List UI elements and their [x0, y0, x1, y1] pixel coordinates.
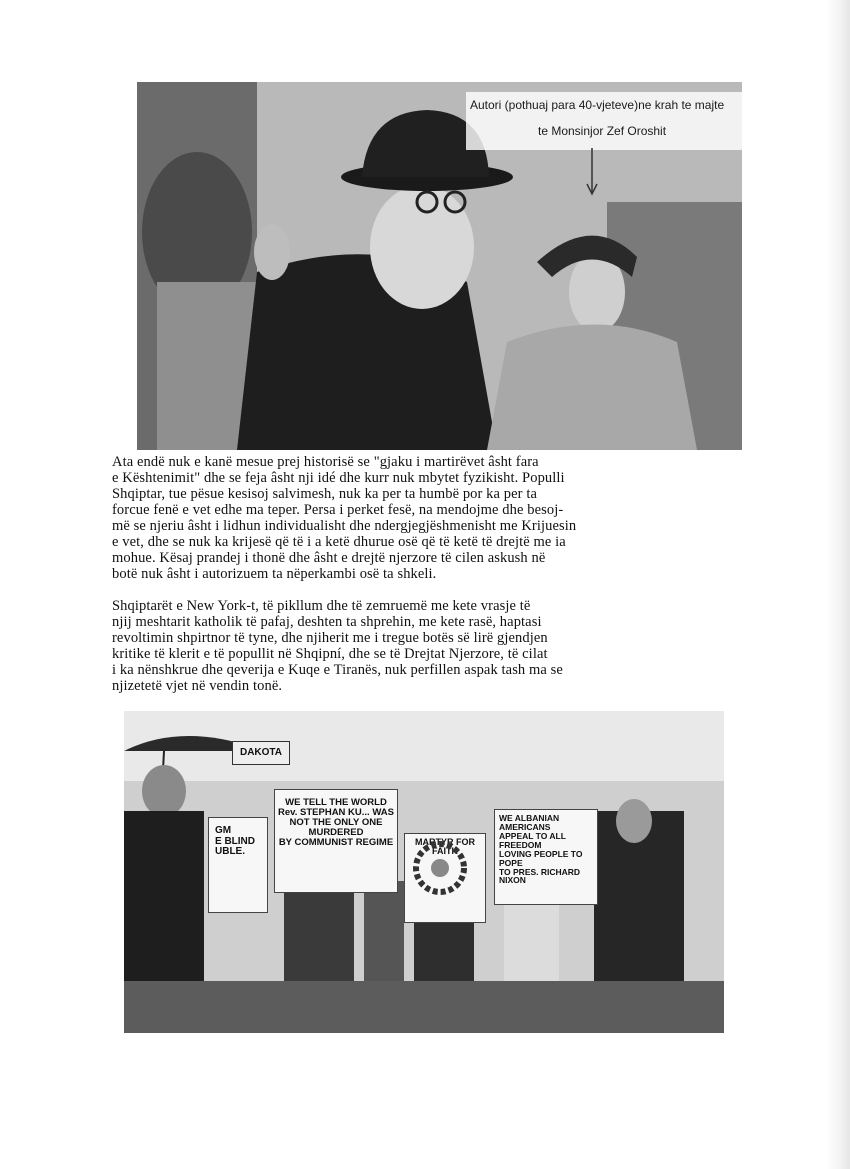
- text-line: e Kështenimit" dhe se feja âsht nji idé dhe kurr nuk mbytet fyzikisht. Populli: [112, 470, 565, 486]
- text-line: botë nuk âsht i autorizuem ta nëperkambi osë ta shkeli.: [112, 566, 437, 582]
- protest-sign-4: [494, 809, 598, 905]
- text-line: njizetetë vjet në vendin tonë.: [112, 678, 283, 694]
- sign-line: Rev. STEPHAN KU... WAS: [278, 806, 394, 818]
- protest-sign-2: [274, 789, 398, 893]
- sign-line: LOVING PEOPLE TO POPE: [499, 848, 583, 868]
- text-line: Shqiptar, tue pësue kesisoj salvimesh, nuk ka per ta humbë por ka per ta: [112, 486, 538, 502]
- sign-line: NOT THE ONLY ONE MURDERED: [289, 816, 383, 838]
- text-line: Shqiptarët e New York-t, të pikllum dhe të zemruemë me kete vrasje të: [112, 598, 531, 614]
- sign-line: UBLE.: [215, 846, 245, 857]
- wreath-icon: [405, 834, 475, 900]
- text-line: kritike të klerit e të popullit në Shqipní, dhe se të Drejtat Njerzore, të cilat: [112, 646, 548, 662]
- protest-sign-1: [208, 817, 268, 913]
- photo-caption-line2: te Monsinjor Zef Oroshit: [538, 124, 667, 138]
- sign-line: WE TELL THE WORLD: [285, 797, 387, 808]
- photo-bottom: [124, 711, 724, 1033]
- paragraph-1: [112, 454, 738, 582]
- text-line: njij meshtarit katholik të pafaj, deshten ta shprehin, me kete rasë, haptasi: [112, 614, 542, 630]
- protest-sign-3: [404, 833, 486, 923]
- sign-line: TO PRES. RICHARD NIXON: [499, 866, 581, 886]
- sign-line: GM: [215, 825, 232, 836]
- paragraph-2: [112, 598, 738, 694]
- text-line: revoltimin shpirtnor të tyne, dhe njiherit me i tregue botës së lirë gjendjen: [112, 630, 548, 646]
- down-arrow-icon: [586, 148, 598, 196]
- text-line: i ka nënshkrue dhe qeverija e Kuqe e Tiranës, nuk perfillen aspak tash ma se: [112, 662, 563, 678]
- sign-line: APPEAL TO ALL FREEDOM: [499, 830, 566, 850]
- text-line: forcue fenë e vet edhe ma teper. Persa i perket fesë, na mendojme dhe besoj-: [112, 502, 564, 518]
- sign-line: MARTYR FOR FAITH: [415, 837, 475, 857]
- text-line: më se njeriu âsht i lidhun individualisht dhe ndergjegjëshmenisht me Krijuesin: [112, 518, 577, 534]
- text-line: Ata endë nuk e kanë mesue prej historisë se "gjaku i martirëvet âsht fara: [112, 454, 539, 470]
- banner-sign-top: DAKOTA: [232, 741, 290, 765]
- page-edge-shadow: [826, 0, 850, 1169]
- sign-line: WE ALBANIAN AMERICANS: [499, 813, 560, 832]
- text-line: mohue. Kësaj prandej i thonë dhe âsht e drejtë njerzore të cilen askush në: [112, 550, 546, 566]
- text-line: e vet, dhe se nuk ka krijesë që të i a ketë dhurue osë që të ketë të drejtë me ia: [112, 534, 566, 550]
- sign-line: E BLIND: [215, 835, 255, 847]
- photo-caption-line1: Autori (pothuaj para 40-vjeteve)ne krah te majte: [470, 98, 725, 112]
- sign-line: BY COMMUNIST REGIME: [278, 836, 394, 848]
